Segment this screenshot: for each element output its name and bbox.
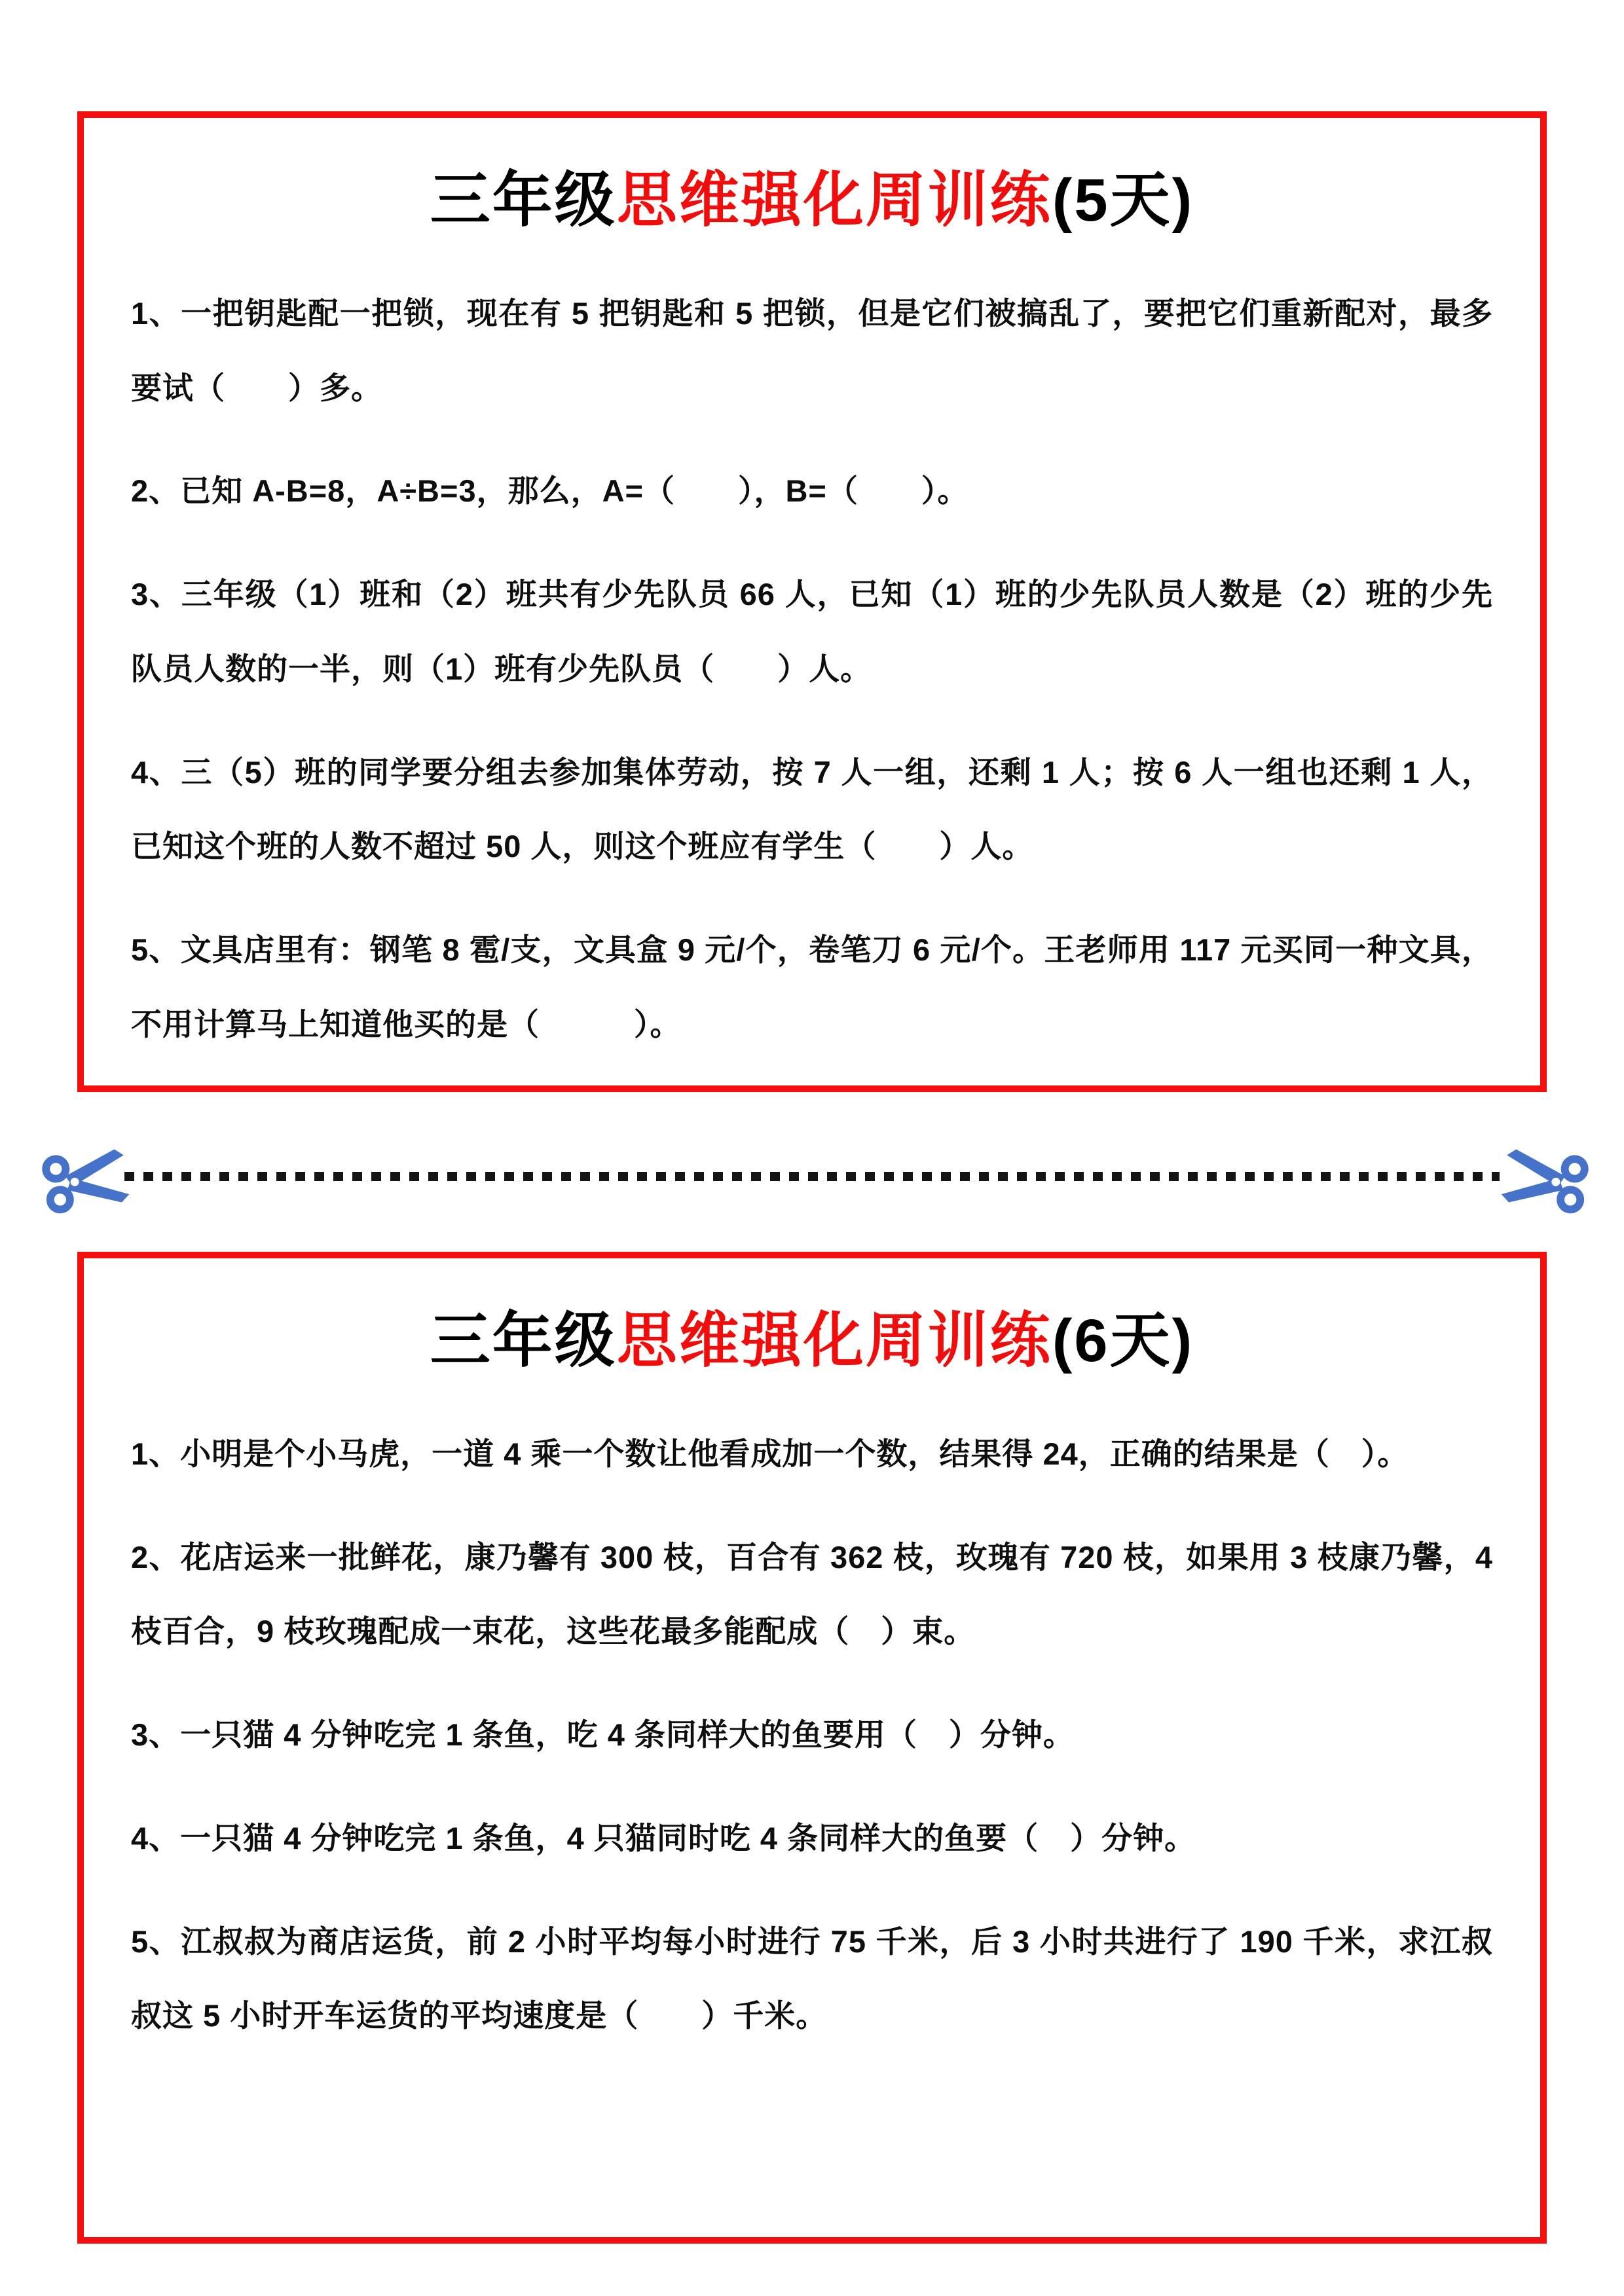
section2-title [131,1292,1493,1379]
section1-title-day: (5天) [1052,167,1194,234]
section2-title-grade: 三年级 [430,1307,617,1374]
question-item: 5、文具店里有：钢笔 8 雹/支，文具盒 9 元/个，卷笔刀 6 元/个。王老师用 117 元买同一种文具，不用计算马上知道他买的是（ ）。 [131,932,1493,1042]
question-item: 2、已知 A-B=8，A÷B=3，那么，A=（ ），B=（ ）。 [131,473,969,509]
dashed-cut-divider [124,1172,1500,1181]
question-item: 5、江叔叔为商店运货，前 2 小时平均每小时进行 75 千米，后 3 小时共进行了 190 千米，求江叔叔这 5 小时开车运货的平均速度是（ ）千米。 [131,1923,1493,2033]
section1-title-grade: 三年级 [430,167,617,234]
section2-title-highlight: 思维强化周训练 [616,1307,1052,1374]
question-item: 4、一只猫 4 分钟吃完 1 条鱼，4 只猫同时吃 4 条同样大的鱼要（ ）分钟。 [131,1820,1196,1855]
section2-title-day: (6天) [1052,1307,1194,1374]
question-item: 1、一把钥匙配一把锁，现在有 5 把钥匙和 5 把锁，但是它们被搞乱了，要把它们重新配对，最多要试（ ）多。 [131,296,1493,405]
cut-line [33,1140,1591,1219]
question-item: 4、三（5）班的同学要分组去参加集体劳动，按 7 人一组，还剩 1 人；按 6 人一组也还剩 1 人，已知这个班的人数不超过 50 人，则这个班应有学生（ ）人。 [131,754,1493,864]
worksheet-card-day6 [77,1252,1547,2244]
question-item: 3、一只猫 4 分钟吃完 1 条鱼，吃 4 条同样大的鱼要用（ ）分钟。 [131,1717,1075,1753]
question-item: 2、花店运来一批鲜花，康乃馨有 300 枝，百合有 362 枝，玫瑰有 720 枝，如果用 3 枝康乃馨，4 枝百合，9 枝玫瑰配成一束花，这些花最多能配成（ ）束。 [131,1539,1493,1649]
scissors-icon [34,1135,136,1225]
scissors-icon [1494,1135,1596,1225]
section1-title [131,152,1493,238]
worksheet-card-day5 [77,111,1547,1092]
question-item: 1、小明是个小马虎，一道 4 乘一个数让他看成加一个数，结果得 24，正确的结果是（ ）。 [131,1436,1409,1471]
section1-title-highlight: 思维强化周训练 [616,167,1052,234]
question-item: 3、三年级（1）班和（2）班共有少先队员 66 人，已知（1）班的少先队员人数是（2）班的少先队员人数的一半，则（1）班有少先队员（ ）人。 [131,577,1493,686]
